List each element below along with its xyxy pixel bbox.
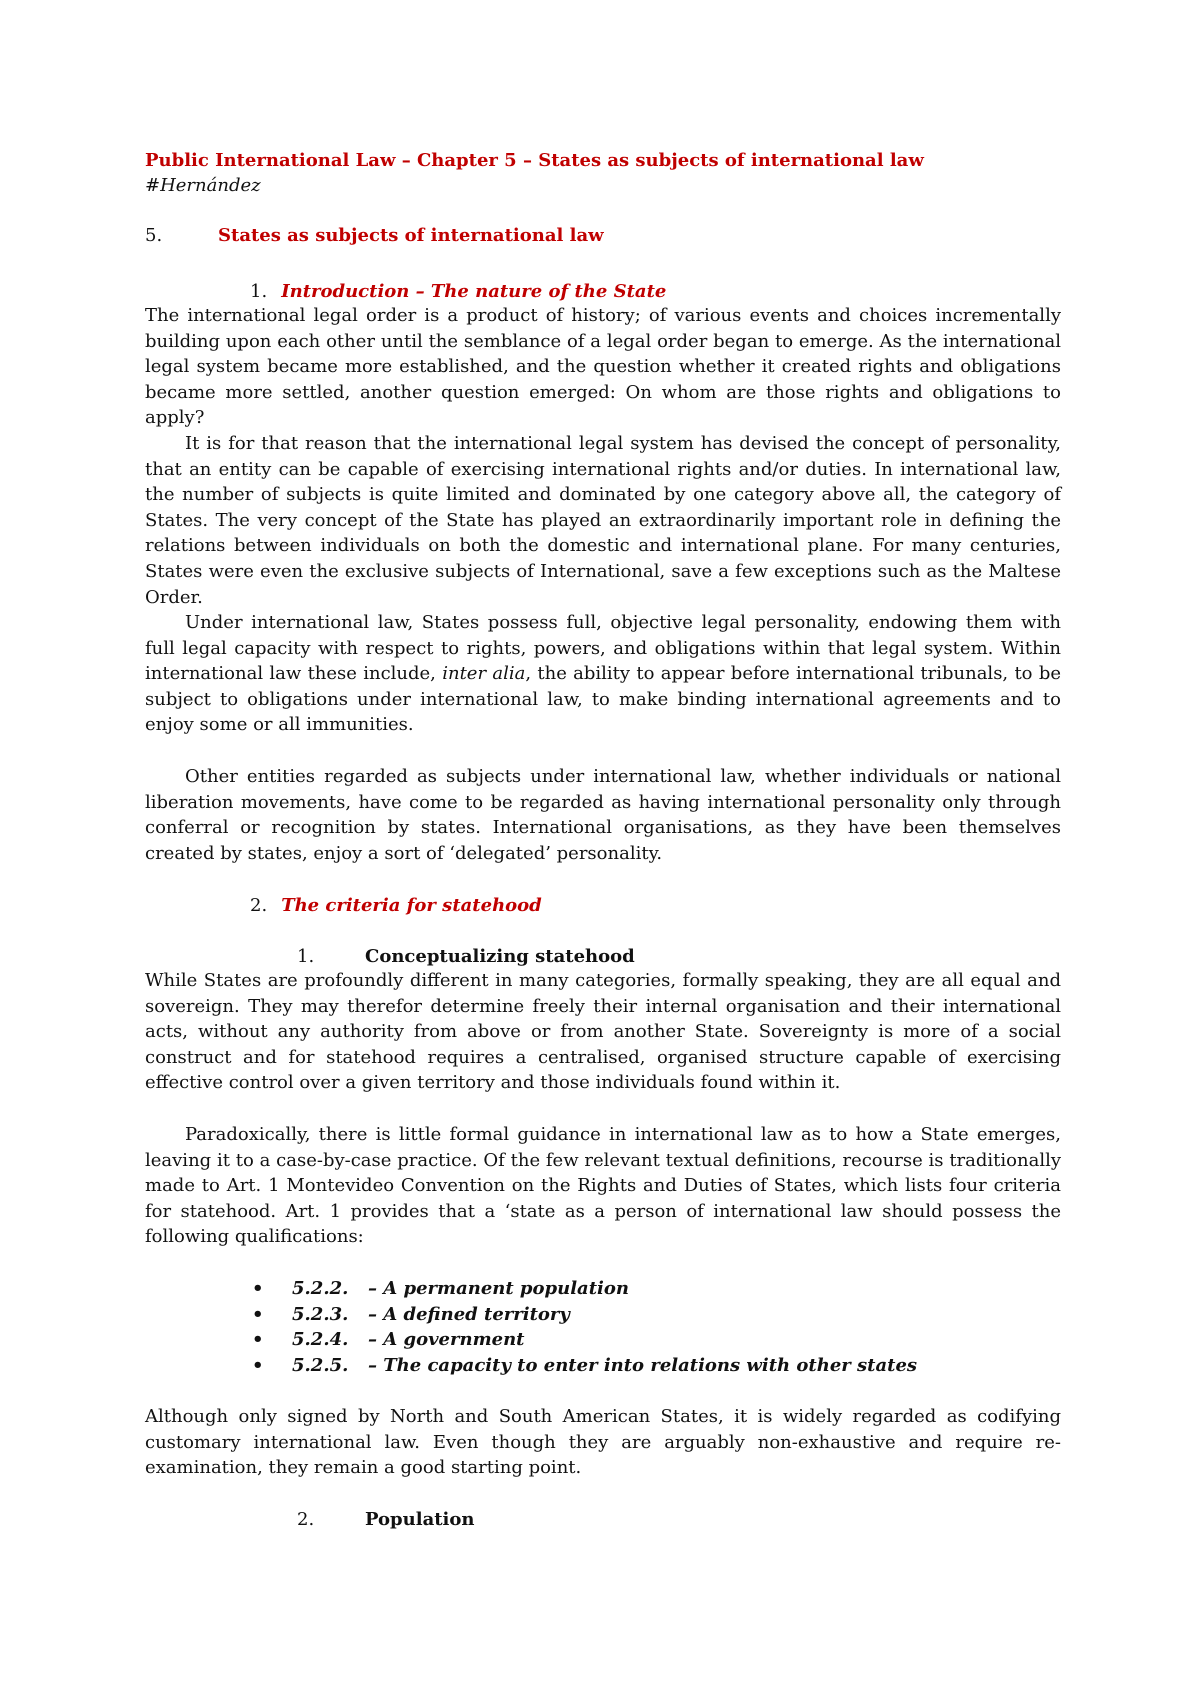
subsection-title: Introduction – The nature of the State <box>281 281 667 302</box>
bullet-icon: • <box>252 1278 264 1299</box>
paragraph-text: Under international law, States possess full, objective legal personality, endowing them with full legal capacity with respect to rights, powers, and obligations within that legal system. Within international law these include, <box>145 612 1061 685</box>
bullet-icon: • <box>252 1354 264 1376</box>
bullet-icon: • <box>252 1303 264 1325</box>
section-number: 5. <box>145 225 163 246</box>
list-item-number: 5.2.4. <box>292 1329 349 1351</box>
document-title: Public International Law – Chapter 5 – States as subjects of international law <box>145 150 924 171</box>
sub-subsection-number: 2. <box>297 1509 315 1530</box>
list-item-number: 5.2.2. <box>292 1278 349 1299</box>
paragraph-text: , the ability to appear before international tribunals, to be subject to obligations under international law, to make binding international agreements and to enjoy some or all immunities. <box>145 663 1061 736</box>
subsection-number: 2. <box>250 895 268 916</box>
list-item-number: 5.2.3. <box>292 1303 349 1325</box>
author-tag: #Hernández <box>145 175 261 196</box>
paragraph-closing: Although only signed by North and South American States, it is widely regarded as codifying customary international law. Even though they are arguably non-exhaustive and require re-examination, they remain a good starting point. <box>145 1406 1061 1479</box>
list-item-text: – A government <box>368 1329 525 1351</box>
paragraph-intro-3 <box>145 610 1061 738</box>
list-item-text: – A permanent population <box>368 1278 629 1299</box>
sub-subsection-title: Conceptualizing statehood <box>365 946 635 967</box>
subsection-title: The criteria for statehood <box>281 895 542 916</box>
paragraph-intro-1: The international legal order is a product of history; of various events and choices incrementally building upon each other until the semblance of a legal order began to emerge. As the international legal system became more established, and the question whether it created rights and obligations became more settled, another question emerged: On whom are those rights and obligations to apply? <box>145 305 1061 429</box>
sub-subsection-number: 1. <box>297 946 315 967</box>
subsection-number: 1. <box>250 281 268 302</box>
paragraph-criteria-2: Paradoxically, there is little formal guidance in international law as to how a State emerges, leaving it to a case-by-case practice. Of the few relevant textual definitions, recourse is traditionally made to Art. 1 Montevideo Convention on the Rights and Duties of States, which lists four criteria for statehood. Art. 1 provides that a ‘state as a person of international law should possess the following qualifications: <box>145 1124 1061 1248</box>
section-title: States as subjects of international law <box>218 225 604 246</box>
list-item-text: – A defined territory <box>368 1303 570 1325</box>
bullet-icon: • <box>252 1329 264 1351</box>
list-item-text: – The capacity to enter into relations with other states <box>368 1354 918 1376</box>
italic-term: inter alia <box>442 663 526 685</box>
paragraph-intro-2: It is for that reason that the international legal system has devised the concept of personality, that an entity can be capable of exercising international rights and/or duties. In international law, the number of subjects is quite limited and dominated by one category above all, the category of States. The very concept of the State has played an extraordinarily important role in defining the relations between individuals on both the domestic and international plane. For many centuries, States were even the exclusive subjects of International, save a few exceptions such as the Maltese Order. <box>145 433 1061 608</box>
sub-subsection-title: Population <box>365 1509 475 1530</box>
list-item-number: 5.2.5. <box>292 1354 349 1376</box>
paragraph-criteria-1: While States are profoundly different in many categories, formally speaking, they are all equal and sovereign. They may therefor determine freely their internal organisation and their international acts, without any authority from above or from another State. Sovereignty is more of a social construct and for statehood requires a centralised, organised structure capable of exercising effective control over a given territory and those individuals found within it. <box>145 970 1061 1094</box>
paragraph-intro-4: Other entities regarded as subjects under international law, whether individuals or national liberation movements, have come to be regarded as having international personality only through conferral or recognition by states. International organisations, as they have been themselves created by states, enjoy a sort of ‘delegated’ personality. <box>145 766 1061 864</box>
